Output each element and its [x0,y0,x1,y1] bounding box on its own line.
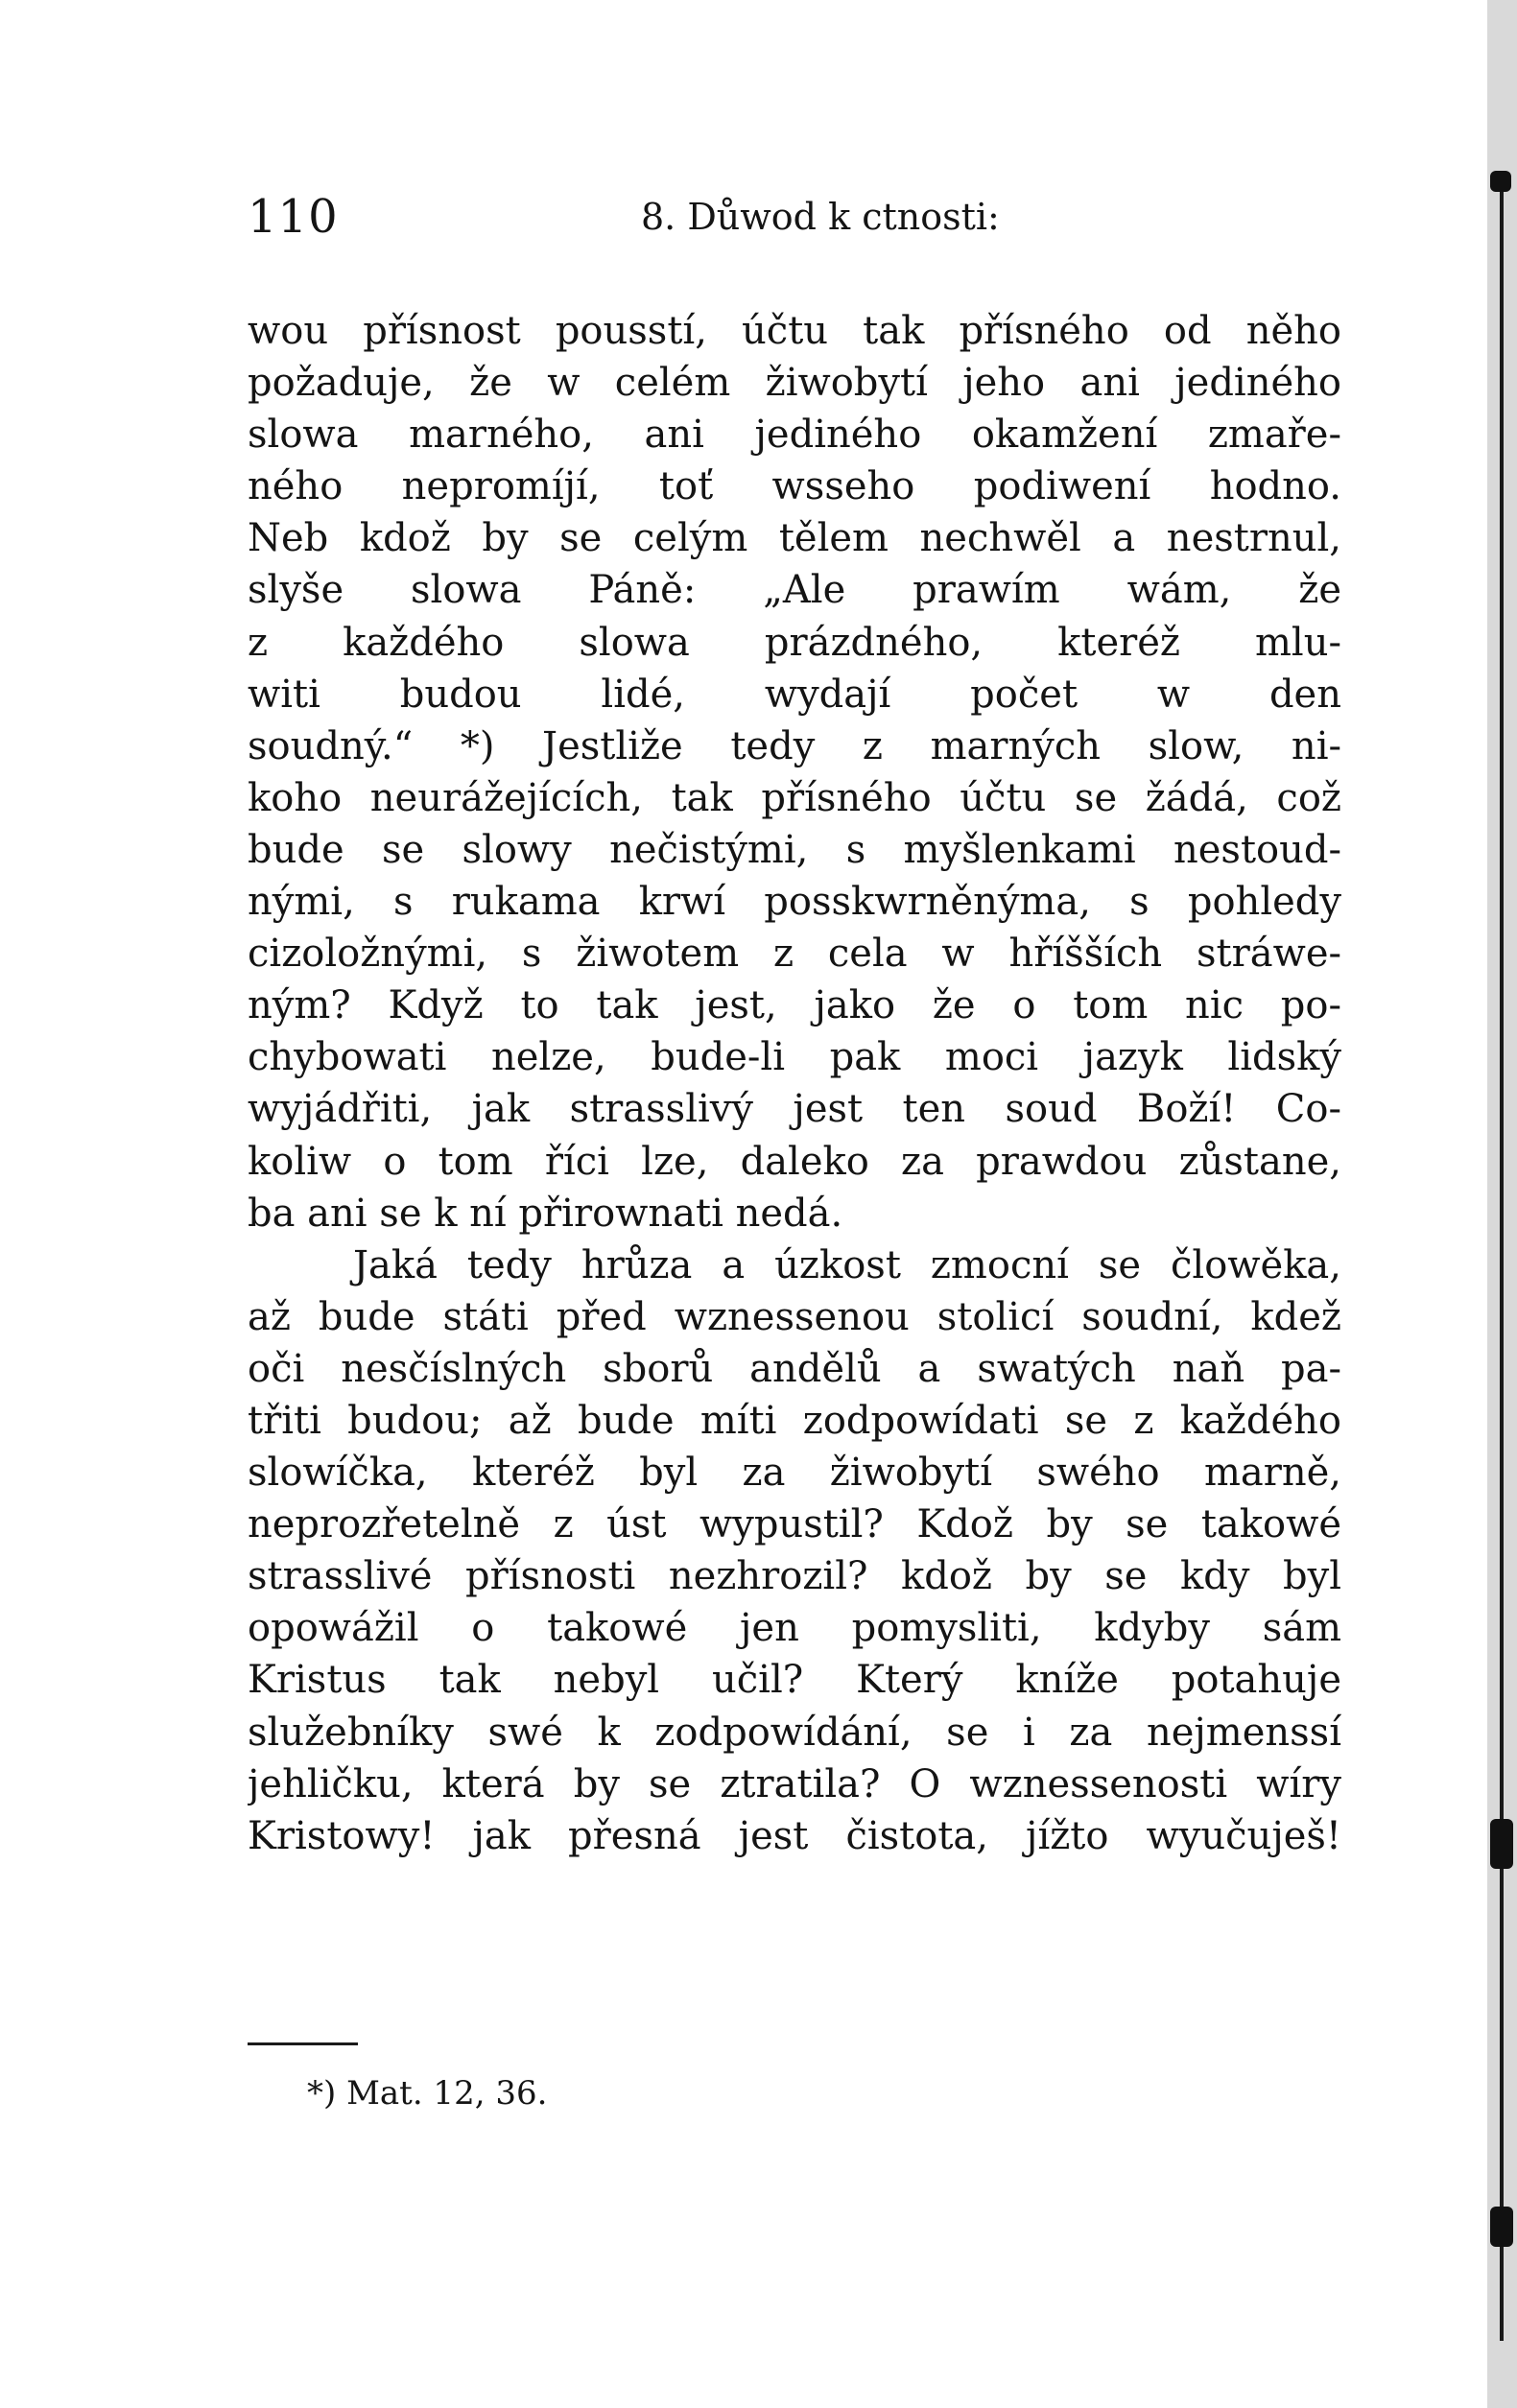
binding-mark [1490,2207,1513,2247]
text-line: neprozřetelně z úst wypustil? Kdož by se takowé [248,1502,1341,1547]
text-line: koliw o tom říci lze, daleko za prawdou zůstane, [248,1139,1341,1184]
text-line: z každého slowa prázdného, kteréž mlu- [248,620,1341,665]
text-line: až bude státi před wznessenou stolicí soudní, kdež [248,1294,1341,1339]
page-edge [1487,0,1517,2408]
text-line: slowa marného, ani jediného okamžení zmaře- [248,413,1341,458]
text-line: wou přísnost pousstí, účtu tak přísného od něho [248,309,1341,353]
binding-edge-line [1500,173,1504,2341]
text-line: koho neurážejících, tak přísného účtu se žádá, což [248,775,1341,820]
text-line: slyše slowa Páně: „Ale prawím wám, že [248,568,1341,613]
text-line: Neb kdož by se celým tělem nechwěl a nestrnul, [248,516,1341,561]
text-line: wyjádřiti, jak strasslivý jest ten soud Boží! Co- [248,1087,1341,1132]
body-text [248,305,1341,1862]
page-header [248,190,1351,257]
paragraph-end-line: ba ani se k ní přirownati nedá. [248,1191,843,1236]
text-line: ného nepromíjí, toť wsseho podiwení hodno. [248,464,1341,509]
text-line: ným? Když to tak jest, jako že o tom nic po- [248,983,1341,1028]
text-line: požaduje, že w celém žiwobytí jeho ani jediného [248,361,1341,406]
text-line: strasslivé přísnosti nezhrozil? kdož by se kdy byl [248,1554,1341,1599]
text-line: služebníky swé k zodpowídání, se i za nejmenssí [248,1710,1341,1755]
text-line: třiti budou; až bude míti zodpowídati se z každého [248,1398,1341,1443]
binding-mark [1490,171,1511,192]
footnote-rule [248,2042,358,2045]
text-line: slowíčka, kteréž byl za žiwobytí swého marně, [248,1451,1341,1496]
text-line: soudný.“ *) Jestliže tedy z marných slow, ni- [248,723,1341,768]
paragraph-start-line: Jaká tedy hrůza a úzkost zmocní se člowěka, [353,1242,1341,1287]
text-line: chybowati nelze, bude-li pak moci jazyk lidský [248,1035,1341,1080]
text-line: oči nesčíslných sborů andělů a swatých naň pa- [248,1346,1341,1391]
binding-mark [1490,1819,1513,1869]
text-line: Kristowy! jak přesná jest čistota, jížto wyučuješ! [248,1813,1341,1858]
text-line: bude se slowy nečistými, s myšlenkami nestoud- [248,827,1341,872]
running-title: 8. Důwod k ctnosti: [641,196,1000,238]
text-line: Kristus tak nebyl učil? Který kníže potahuje [248,1658,1341,1703]
text-line: nými, s rukama krwí posskwrněnýma, s pohledy [248,880,1341,925]
text-line: opowážil o takowé jen pomysliti, kdyby sám [248,1606,1341,1651]
footnote: *) Mat. 12, 36. [307,2074,548,2113]
text-line: cizoložnými, s žiwotem z cela w hříšších stráwe- [248,932,1341,977]
text-line: witi budou lidé, wydají počet w den [248,672,1341,717]
text-line: jehličku, která by se ztratila? O wznessenosti wíry [248,1761,1341,1806]
page-number: 110 [248,190,339,244]
